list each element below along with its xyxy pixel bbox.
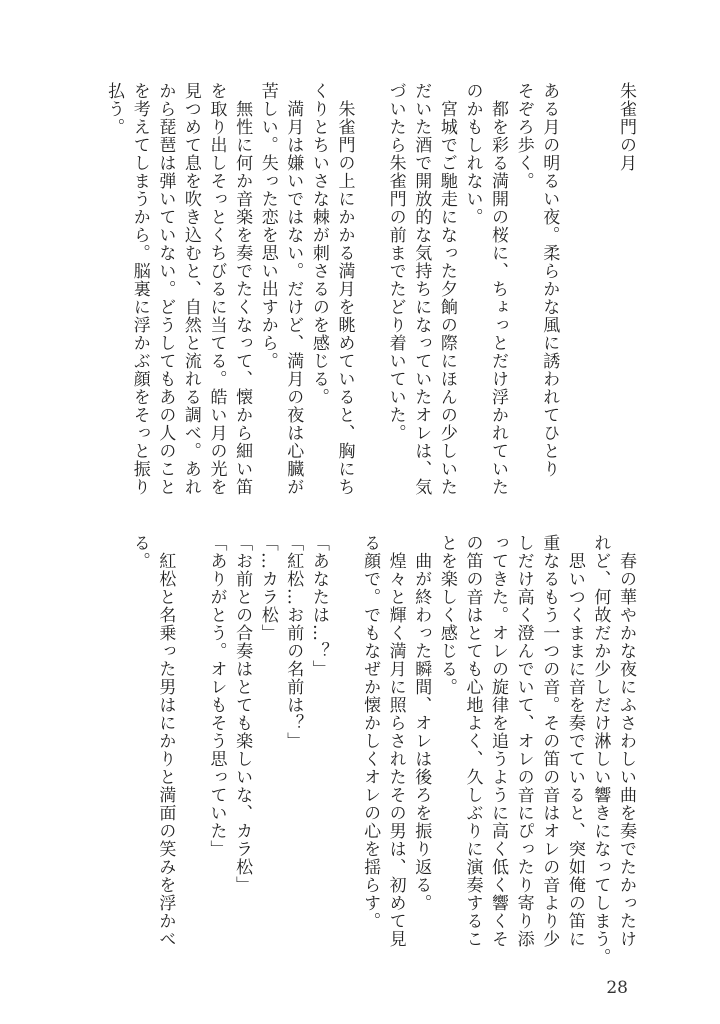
text-line: る顔で。でもなぜか懐かしくオレの心を揺らす。	[360, 534, 381, 930]
text-line: しだけ高く澄んでいて、オレの音にぴったり寄り添	[513, 534, 534, 948]
text-line: づいたら朱雀門の前までたどり着いていた。	[385, 82, 406, 442]
text-line: れど、何故だか少しだけ淋しい響きになってしまう。	[590, 534, 611, 966]
text-line: ある月の明るい夜。柔らかな風に誘われてひとり	[539, 82, 560, 478]
text-line: 煌々と輝く満月に照らされたその男は、初めて見	[385, 534, 406, 948]
text-line: 紅松と名乗った男はにかりと満面の笑みを浮かべ	[155, 534, 176, 948]
text-line: を考えてしまうから。脳裏に浮かぶ顔をそっと振り	[129, 82, 150, 496]
text-line: 思いつくままに音を奏でていると、突如俺の笛に	[564, 534, 585, 948]
page-number: 28	[606, 978, 628, 998]
text-line: のかもしれない。	[462, 82, 483, 226]
text-line: 「ありがとう。オレもそう思っていた」	[206, 534, 227, 858]
blank-line	[561, 82, 587, 492]
text-line: 無性に何か音楽を奏でたくなって、懐から細い笛	[232, 82, 253, 496]
text-line: の笛の音はとても心地よく、久しぶりに演奏するこ	[462, 534, 483, 948]
upper-text-block	[101, 82, 638, 496]
text-line: を取り出しそっとくちびるに当てる。皓い月の光を	[206, 82, 227, 496]
text-line: 「…カラ松」	[257, 534, 278, 642]
text-line: 苦しい。失った恋を思い出すから。	[257, 82, 278, 370]
text-line: ってきた。オレの旋律を追うように高く低く響くそ	[488, 534, 509, 948]
text-line: 「あなたは…？」	[308, 534, 329, 678]
text-line: 春の華やかな夜にふさわしい曲を奏でたかったけ	[616, 534, 636, 948]
text-line: 満月は嫌いではない。だけど、満月の夜は心臓が	[283, 82, 304, 496]
text-line: る。	[129, 534, 150, 570]
text-line: 重なるもう一つの音。その笛の音はオレの音より少	[539, 534, 560, 948]
text-line: 払う。	[104, 82, 125, 136]
blank-line	[587, 82, 613, 492]
text-line: から琵琶は弾いていない。どうしてもあの人のこと	[155, 82, 176, 496]
text-line: だいた酒で開放的な気持ちになっていたオレは、気	[411, 82, 432, 496]
text-line: 宮城でご馳走になった夕餉の際にほんの少しいた	[436, 82, 457, 496]
text-line: くりとちいさな棘が刺さるのを感じる。	[308, 82, 329, 406]
text-line: そぞろ歩く。	[513, 82, 534, 190]
lower-text-block	[126, 534, 638, 966]
text-line: 曲が終わった瞬間、オレは後ろを振り返る。	[411, 534, 432, 912]
blank-line	[331, 534, 357, 944]
text-line: 「お前との合奏はとても楽しいな、カラ松」	[232, 534, 253, 894]
blank-line	[356, 82, 382, 492]
blank-line	[177, 534, 203, 944]
text-line: 「紅松…お前の名前は？」	[283, 534, 304, 750]
text-line: 見つめて息を吹き込むと、自然と流れる調べ。あれ	[180, 82, 201, 496]
chapter-title: 朱雀門の月	[616, 82, 636, 172]
text-line: 朱雀門の上にかかる満月を眺めていると、胸にち	[334, 82, 355, 496]
text-line: 都を彩る満開の桜に、ちょっとだけ浮かれていた	[488, 82, 509, 496]
text-line: とを楽しく感じる。	[436, 534, 457, 696]
